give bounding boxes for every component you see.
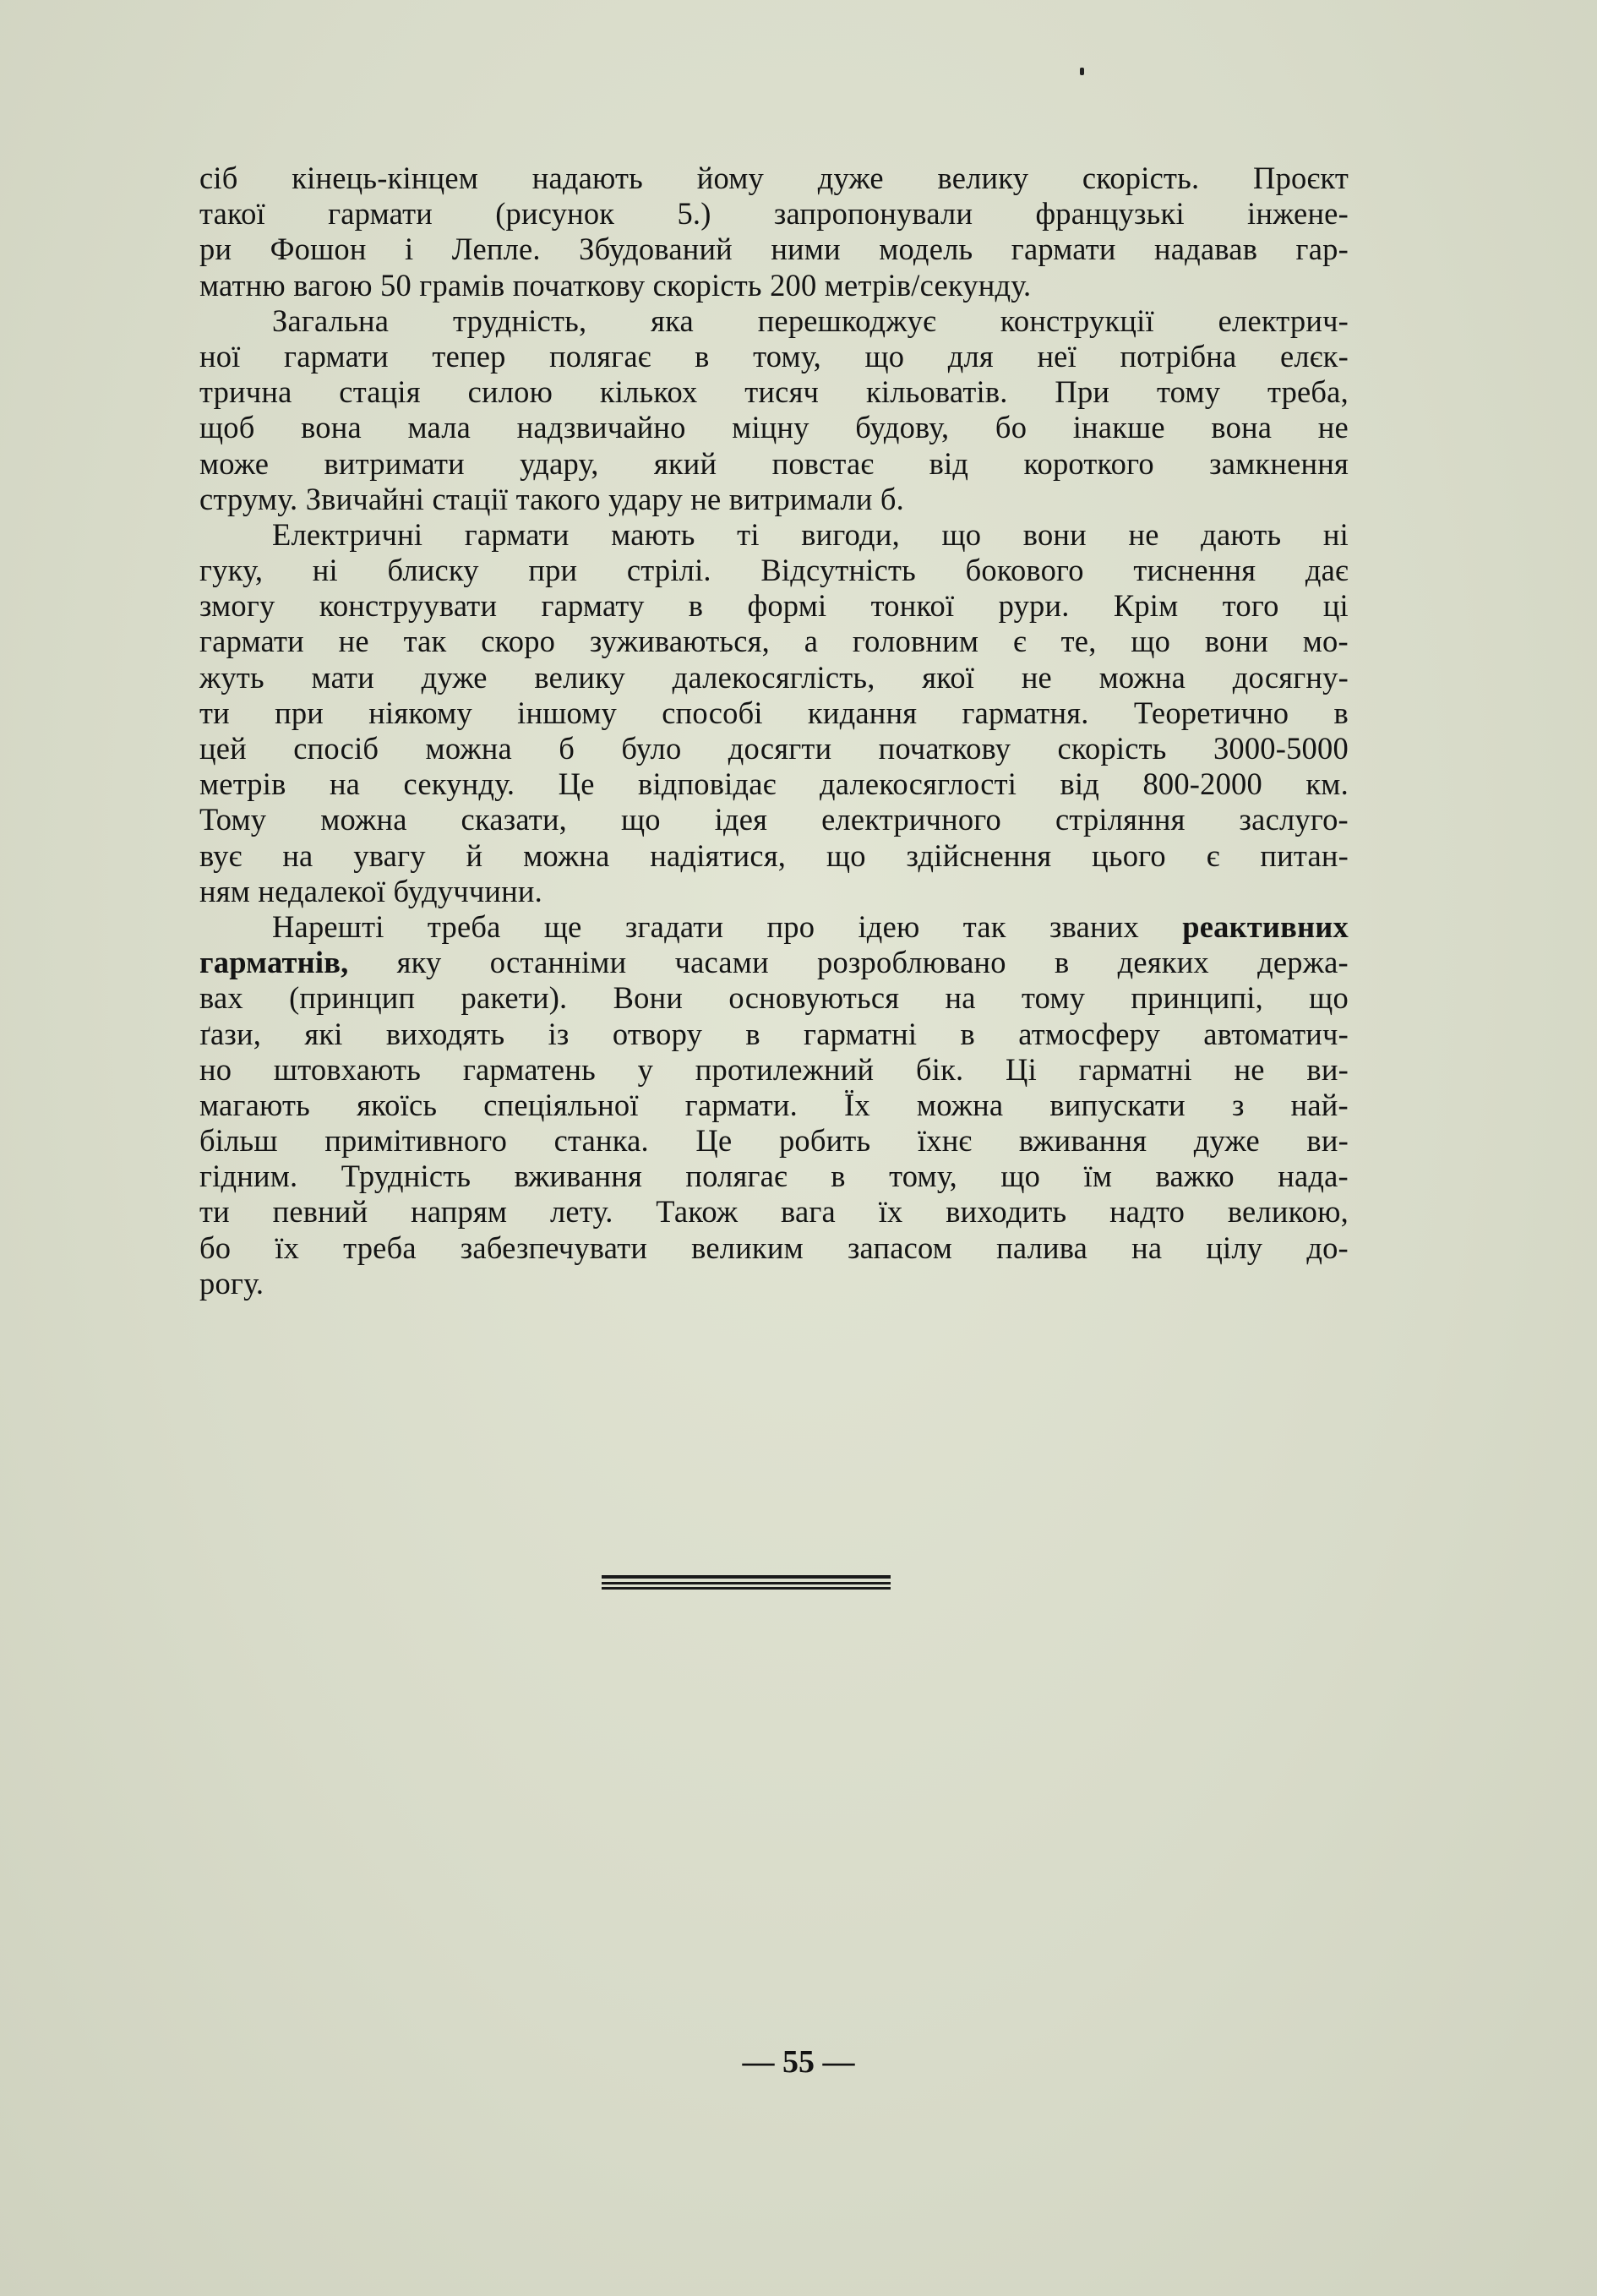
text-line: такої гармати (рисунок 5.) запропонували французькі інжене- [199, 196, 1349, 232]
divider-rule [602, 1575, 891, 1579]
text-line: ти певний напрям лету. Також вага їх виходить надто великою, [199, 1194, 1349, 1230]
text-line: вує на увагу й можна надіятися, що здійснення цього є питан- [199, 837, 1349, 873]
text-line: щоб вона мала надзвичайно міцну будову, бо інакше вона не [199, 410, 1349, 445]
text-line: може витримати удару, який повстає від короткого замкнення [199, 445, 1349, 481]
text-line: матню вагою 50 грамів початкову скорість 200 метрів/секунду. [199, 267, 1032, 303]
text-line: гармати не так скоро зуживаються, а головним є те, що вони мо- [199, 624, 1349, 659]
text-line: гідним. Трудність вживання полягає в тому, що їм важко нада- [199, 1159, 1349, 1194]
text-line: магають якоїсь спеціяльної гармати. Їх можна випускати з най- [199, 1087, 1349, 1122]
ink-speck [1080, 68, 1084, 75]
text-line: ри Фошон і Лепле. Збудований ними модель гармати надавав гар- [199, 232, 1349, 267]
text-line: трична стація силою кількох тисяч кільоватів. При тому треба, [199, 374, 1349, 410]
divider-rule [602, 1582, 891, 1584]
divider-rule [602, 1587, 891, 1590]
text-line: цей спосіб можна б було досягти початкову скорість 3000-5000 [199, 731, 1349, 766]
text-line: вах (принцип ракети). Вони основуються на тому принципі, що [199, 980, 1349, 1016]
text-line: ної гармати тепер полягає в тому, що для неї потрібна елєк- [199, 338, 1349, 374]
section-divider [602, 1575, 891, 1590]
text-line: рогу. [199, 1265, 264, 1301]
page-number: — 55 — [742, 2044, 855, 2080]
text-line: ням недалекої будуччини. [199, 873, 542, 908]
text-line: ти при ніякому іншому способі кидання гарматня. Теоретично в [199, 695, 1349, 730]
text-line: Тому можна сказати, що ідея електричного стріляння заслуго- [199, 802, 1349, 837]
text-line: гарматнів, яку останніми часами розроблювано в деяких держа- [199, 945, 1349, 980]
text-line: змогу конструувати гармату в формі тонкої рури. Крім того ці [199, 588, 1349, 624]
text-line: бо їх треба забезпечувати великим запасом палива на цілу до- [199, 1230, 1349, 1265]
text-line: Нарешті треба ще згадати про ідею так званих реактивних [272, 908, 1349, 944]
text-line: но штовхають гарматень у протилежний бік. Ці гарматні не ви- [199, 1051, 1349, 1087]
text-line: більш примітивного станка. Це робить їхнє вживання дуже ви- [199, 1123, 1349, 1159]
text-line: сіб кінець-кінцем надають йому дуже велику скорість. Проєкт [199, 161, 1349, 195]
text-line: гуку, ні блиску при стрілі. Відсутність бокового тиснення дає [199, 553, 1349, 588]
text-line: струму. Звичайні стації такого удару не витримали б. [199, 481, 905, 516]
text-line: жуть мати дуже велику далекосяглість, якої не можна досягну- [199, 659, 1349, 695]
text-line: метрів на секунду. Це відповідає далекосяглості від 800-2000 км. [199, 766, 1349, 802]
text-line: Загальна трудність, яка перешкоджує конструкції електрич- [272, 303, 1349, 338]
body-text [199, 161, 1349, 1301]
text-line: Електричні гармати мають ті вигоди, що вони не дають ні [272, 516, 1349, 552]
text-line: ґази, які виходять із отвору в гарматні в атмосферу автоматич- [199, 1016, 1349, 1051]
